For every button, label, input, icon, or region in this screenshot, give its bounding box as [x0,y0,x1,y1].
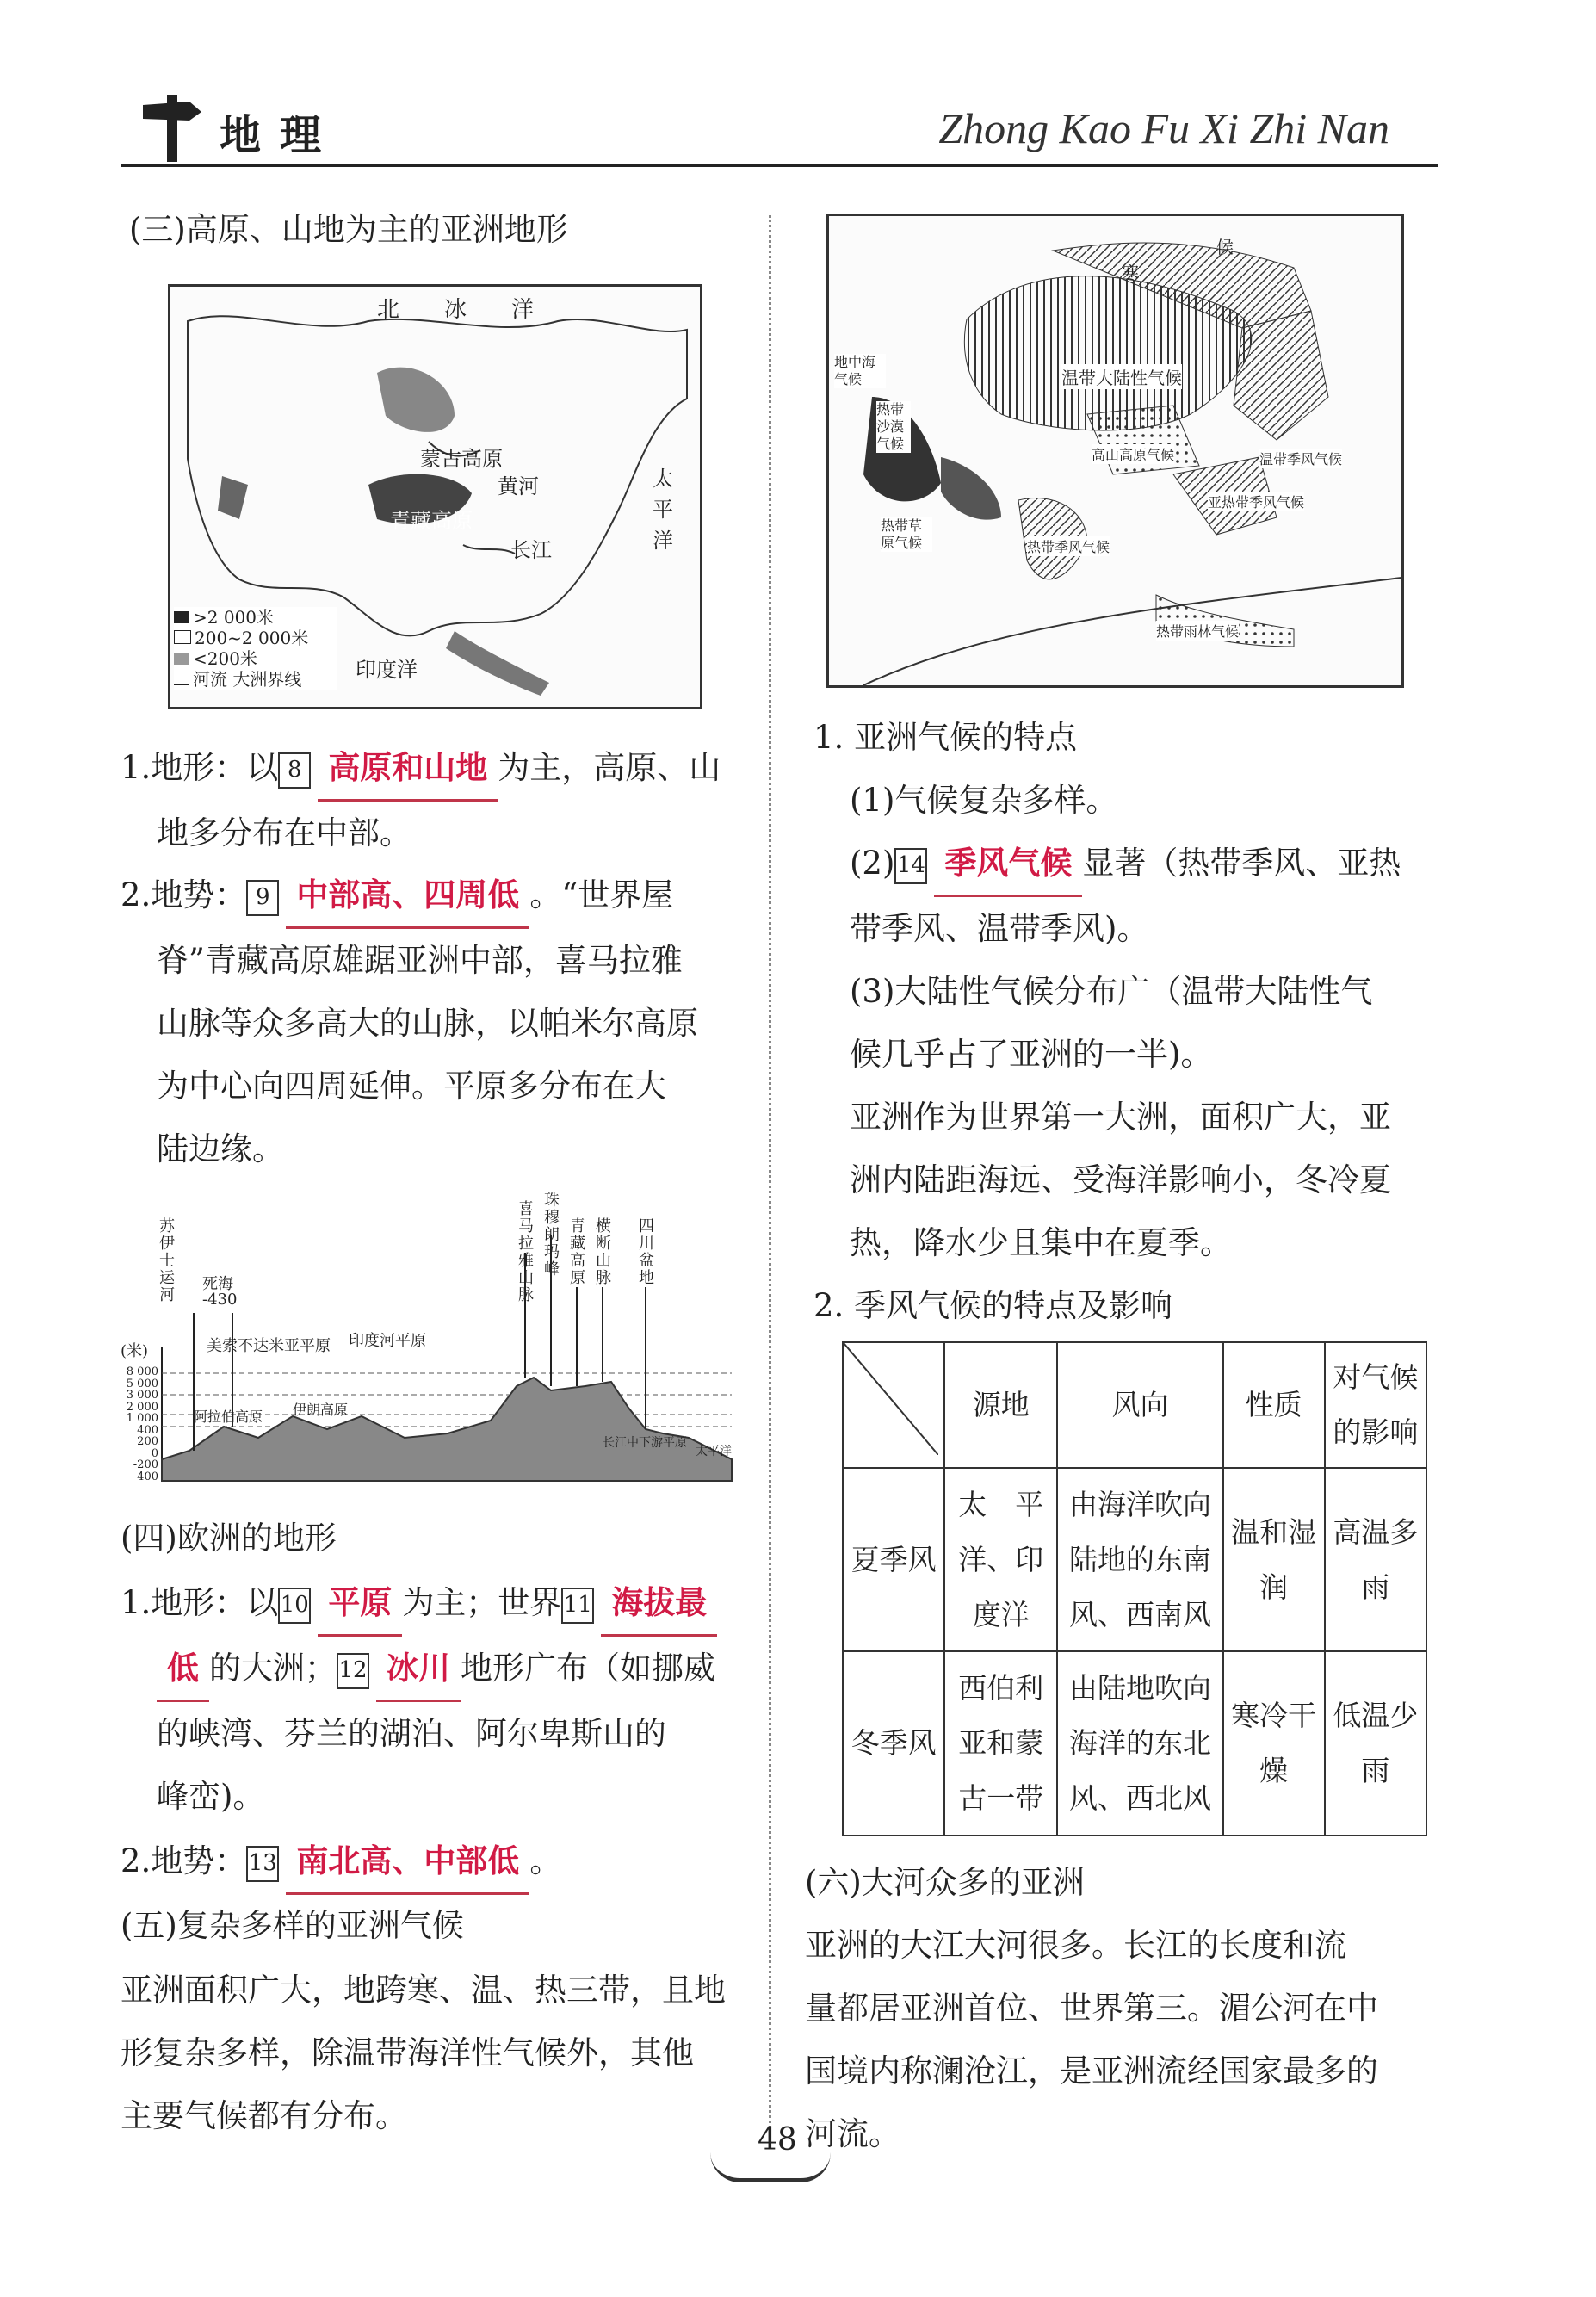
climate-label-subtropical-monsoon: 亚热带季风气候 [1208,492,1304,511]
table-cell: 西伯利亚和蒙古一带 [944,1651,1057,1836]
sec6-title: (六)大河众多的亚洲 [805,1864,1085,1901]
table-header-row [843,1342,1426,1468]
profile-label-pacific: 太平洋 [696,1445,732,1458]
answer-blank-13[interactable]: 南北高、中部低 [286,1830,529,1895]
asia-climate-map [826,214,1404,688]
table-cell: 高温多雨 [1325,1468,1426,1652]
sec5-title: (五)复杂多样的亚洲气候 [121,1907,464,1944]
table-cell: 低温少雨 [1325,1651,1426,1836]
table-cell: 由海洋吹向陆地的东南风、西南风 [1057,1468,1222,1652]
climate-label-mediterranean: 地中海气候 [834,354,886,388]
table-corner [843,1342,944,1468]
monsoon-table [842,1341,1427,1836]
climate-section-1: 1. 亚洲气候的特点 (1)气候复杂多样。 (2)14 季风气候 显著（热带季风、亚热 带季风、温带季风)。 (3)大陆性气候分布广（温带大陆性气 候几乎占了亚洲的一半)。 亚洲作为世界第一大洲，面积广大，亚 洲内陆距海远、受海洋影响小，冬冷夏 热，降水少且集中在夏季。 2. 季风气候的特点及影响 [813,706,1433,1337]
europe-item-1: 1.地形：以10 平原 为主；世界11 海拔最 低 的大洲；12 冰川 地形广布（如挪威 的峡湾、芬兰的湖泊、阿尔卑斯山的 峰峦)。 [121,1571,758,1828]
map-label-pacific: 太 平 洋 [653,467,673,553]
c1-title: 1. 亚洲气候的特点 [813,719,1078,756]
map-label-mongolia: 蒙古高原 [420,447,503,471]
map-label-huanghe: 黄河 [498,474,539,498]
answer-blank-11[interactable]: 海拔最 [601,1571,717,1637]
table-cell: 太 平洋、印度洋 [944,1468,1057,1652]
answer-box-13: 13 [246,1846,279,1882]
map-label-qinghai-tibet: 青藏高原 [390,509,473,533]
climate-label-han: 寒 [1122,263,1139,283]
climate-label-rainforest: 热带雨林气候 [1156,621,1239,641]
page-number-arc [710,2152,831,2182]
answer-box-10: 10 [278,1588,311,1624]
profile-label-sichuan: 四川盆地 [639,1217,654,1287]
legend-high: >2 000米 [193,607,275,628]
answer-blank-12[interactable]: 冰川 [376,1637,461,1702]
map-legend [174,607,337,690]
table-row [843,1468,1426,1652]
answer-box-12: 12 [337,1653,369,1689]
profile-label-arabia: 阿拉伯高原 [194,1409,263,1425]
terrain-item-1: 1.地形：以 8 高原和山地 为主，高原、山 地多分布在中部。 [121,736,749,864]
answer-box-8: 8 [278,752,311,789]
map-label-arctic-ocean: 北 冰 洋 [377,297,535,323]
profile-label-dead-sea: 死海 [202,1275,233,1293]
map-label-indian-ocean: 印度洋 [356,658,418,682]
climate-label-tropical-monsoon: 热带季风气候 [1027,536,1110,556]
sec3-title: (三)高原、山地为主的亚洲地形 [129,211,568,248]
table-row [843,1651,1426,1836]
profile-label-hengduan: 横断山脉 [596,1217,611,1287]
climate-label-tropical-desert: 热带沙漠气候 [876,401,911,453]
answer-blank-14[interactable]: 季风气候 [934,832,1082,897]
sec5-body: 亚洲面积广大，地跨寒、温、热三带，且地 形复杂多样，除温带海洋性气候外，其他 主要气候都有分布。 [121,1972,726,2134]
series-title: Zhong Kao Fu Xi Zhi Nan [938,104,1389,152]
climate-label-plateau: 高山高原气候 [1092,444,1174,464]
table-header: 源地 [944,1342,1057,1468]
page-number: 48 [758,2122,797,2158]
profile-label-yangtze-plain: 长江中下游平原 [603,1436,687,1450]
legend-river: 河流 [193,669,227,690]
answer-box-14: 14 [894,848,927,884]
profile-y-ticks: 8 000 5 000 3 000 2 000 1 000 400 200 0 -200 -400 [126,1365,158,1483]
table-cell: 温和湿润 [1223,1468,1325,1652]
profile-label-indus: 印度河平原 [349,1332,426,1350]
asia-terrain-profile [121,1192,740,1485]
map-label-changjiang: 长江 [510,538,552,562]
climate-label-temperate-monsoon: 温带季风气候 [1259,449,1342,468]
profile-label-suez: 苏伊士运河 [159,1217,175,1304]
table-header: 性质 [1223,1342,1325,1468]
table-header: 对气候的影响 [1325,1342,1426,1468]
subject-title: 地理 [220,111,341,159]
answer-box-11: 11 [561,1588,594,1624]
c2-title: 2. 季风气候的特点及影响 [813,1287,1173,1324]
profile-label-everest: 珠穆朗玛峰 [544,1192,560,1279]
profile-label-mesopotamia: 美索不达米亚平原 [207,1337,331,1355]
header-rule [121,164,1438,167]
profile-unit: (米) [121,1342,149,1360]
signpost-icon [138,86,207,164]
profile-label-qinghai-tibet: 青藏高原 [570,1217,585,1287]
answer-blank-10[interactable]: 平原 [318,1571,402,1637]
legend-low: <200米 [193,648,257,669]
legend-boundary: 大洲界线 [232,669,302,690]
climate-label-savanna: 热带草原气候 [881,517,932,552]
legend-mid: 200~2 000米 [195,628,309,648]
profile-label-iran: 伊朗高原 [293,1402,349,1418]
table-header: 风向 [1057,1342,1222,1468]
europe-item-2: 2.地势：13 南北高、中部低 。 [121,1830,758,1895]
table-cell: 由陆地吹向海洋的东北风、西北风 [1057,1651,1222,1836]
asia-terrain-map [168,284,702,709]
answer-blank-8[interactable]: 高原和山地 [318,736,498,802]
column-divider [769,215,771,2144]
table-cell: 寒冷干燥 [1223,1651,1325,1836]
answer-blank-9[interactable]: 中部高、四周低 [286,864,529,929]
sec6: (六)大河众多的亚洲 亚洲的大江大河很多。长江的长度和流 量都居亚洲首位、世界第三。湄公河在中 国境内称澜沧江，是亚洲流经国家最多的 河流。 [805,1851,1433,2165]
table-cell: 夏季风 [843,1468,944,1652]
profile-label-himalaya: 喜马拉雅山脉 [518,1200,534,1304]
profile-label-dead-sea-depth: -430 [202,1291,238,1309]
climate-label-temperate-continental: 温带大陆性气候 [1061,364,1182,389]
sec4-title: (四)欧洲的地形 [121,1520,337,1557]
climate-label-hou: 候 [1216,237,1234,257]
answer-box-9: 9 [246,880,279,916]
answer-blank-11-cont[interactable]: 低 [157,1637,209,1702]
terrain-item-2: 2.地势： 9 中部高、四周低 。“世界屋 脊”青藏高原雄踞亚洲中部，喜马拉雅 山脉等众多高大的山脉，以帕米尔高原 为中心向四周延伸。平原多分布在大 陆边缘。 [121,864,749,1180]
table-cell: 冬季风 [843,1651,944,1836]
